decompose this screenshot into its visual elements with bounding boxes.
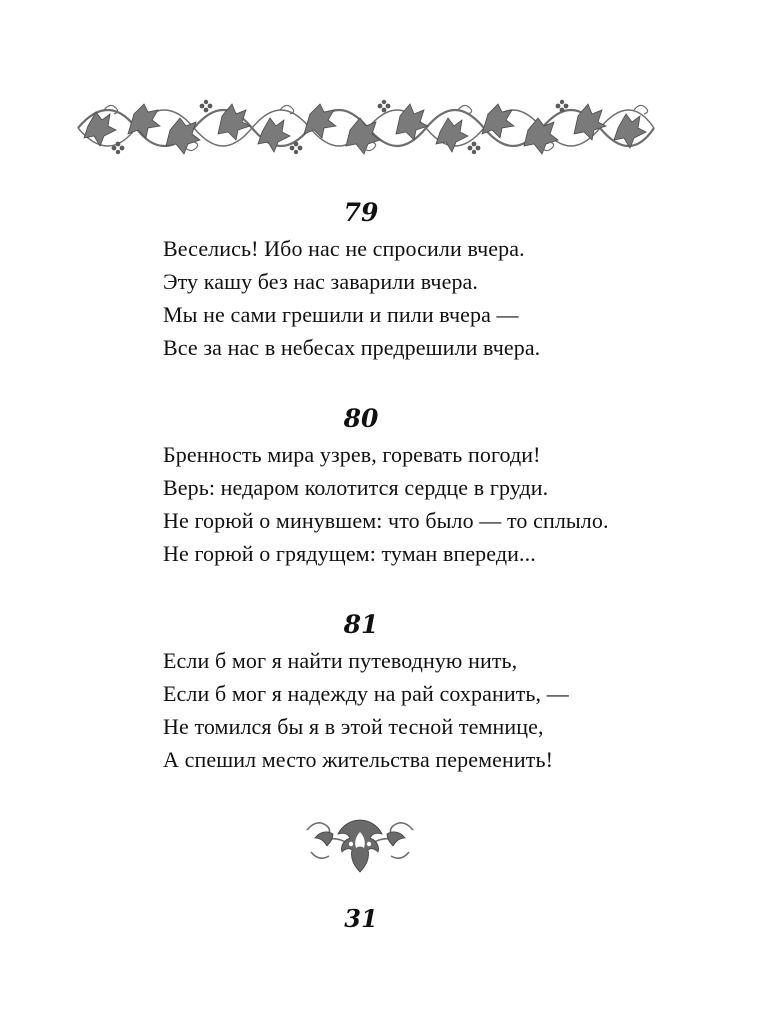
poem-stanza — [163, 644, 569, 776]
poem-line: Бренность мира узрев, горевать погоди! — [163, 442, 541, 467]
floral-tailpiece-icon — [303, 810, 417, 878]
grapevine-border-icon — [74, 98, 658, 156]
poem-line: Если б мог я надежду на рай сохранить, — — [163, 681, 569, 706]
poem-line: Не томился бы я в этой тесной темнице, — [163, 714, 544, 739]
poem-line: А спешил место жительства переменить! — [163, 747, 554, 772]
poem-number: 81 — [343, 610, 379, 639]
poem-line: Мы не сами грешили и пили вчера — — [163, 302, 519, 327]
poem-number: 80 — [343, 404, 379, 433]
poem-line: Если б мог я найти путеводную нить, — [163, 648, 518, 673]
poem-line: Не горюй о грядущем: туман впереди... — [163, 541, 536, 566]
poem-line: Эту кашу без нас заварили вчера. — [163, 269, 479, 294]
poem-line: Все за нас в небесах предрешили вчера. — [163, 335, 541, 360]
poem-line: Веселись! Ибо нас не спросили вчера. — [163, 236, 525, 261]
poem-line: Не горюй о минувшем: что было — то сплыло. — [163, 508, 609, 533]
poem-stanza — [163, 438, 609, 570]
poem-stanza — [163, 232, 540, 364]
poem-line: Верь: недаром колотится сердце в груди. — [163, 475, 549, 500]
poem-number: 79 — [343, 198, 379, 227]
page-number: 31 — [344, 904, 378, 933]
